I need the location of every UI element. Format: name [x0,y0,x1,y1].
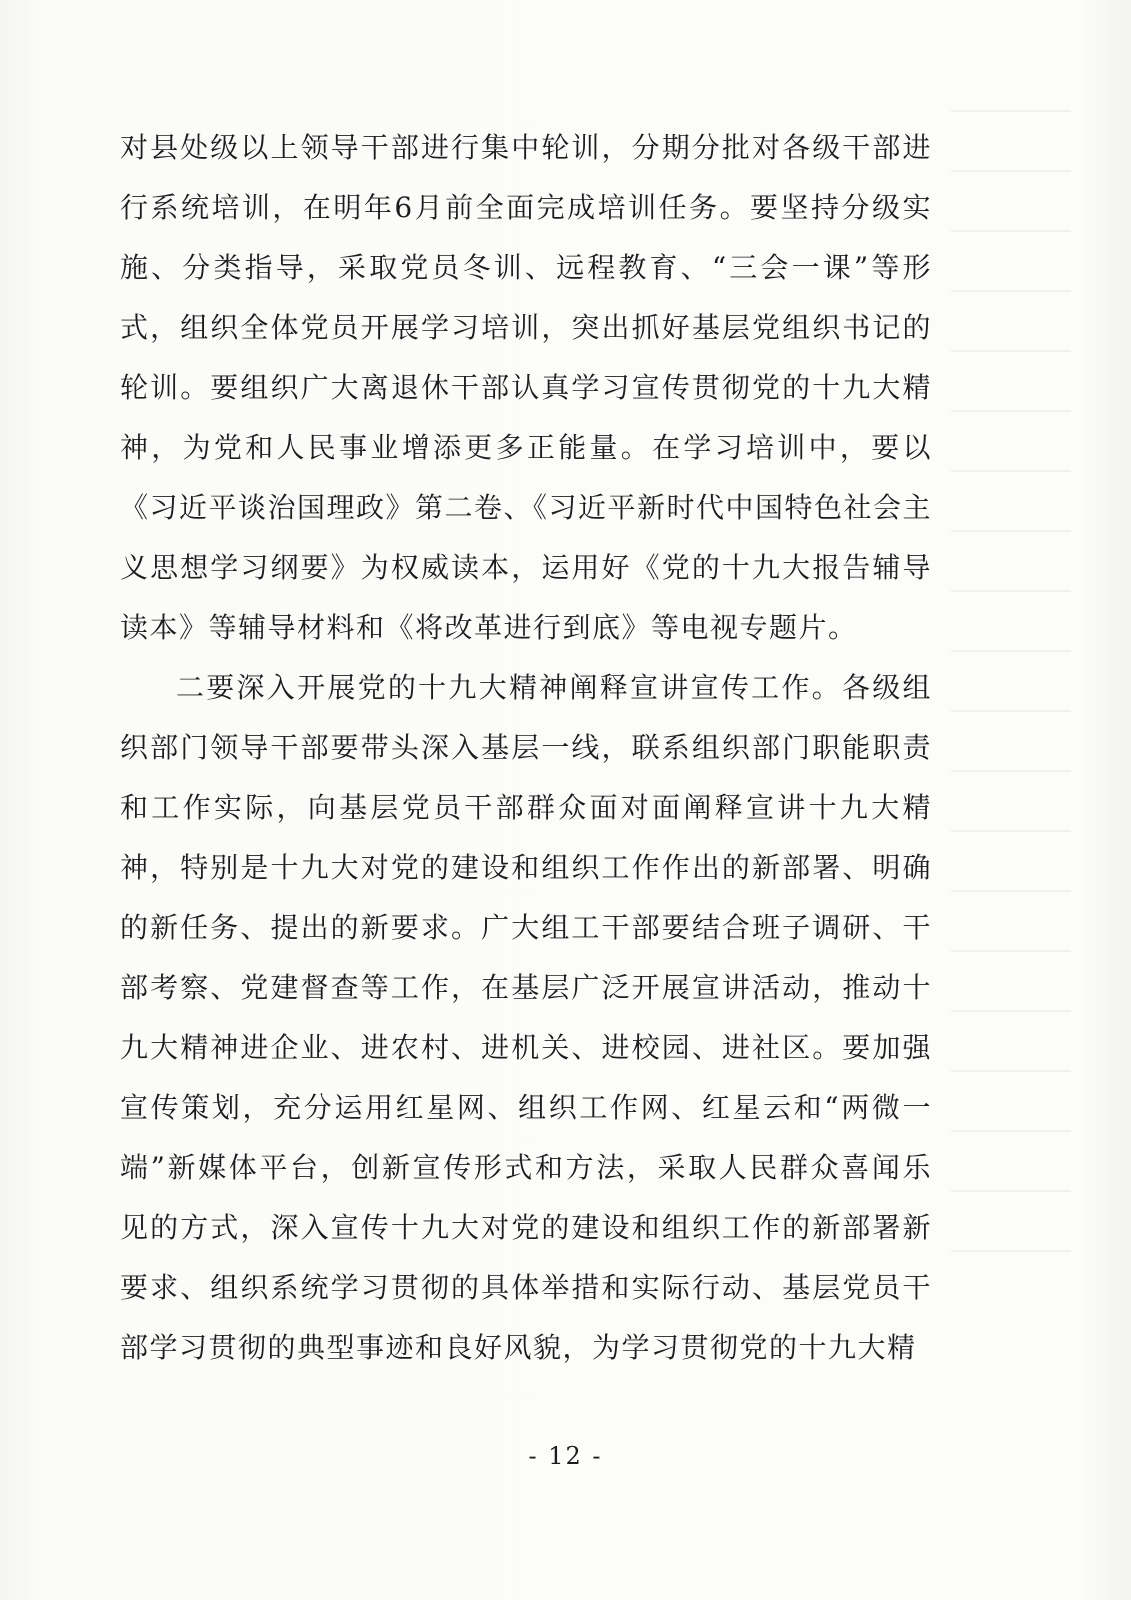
paragraph-second-point: 二要深入开展党的十九大精神阐释宣讲宣传工作。各级组织部门领导干部要带头深入基层一线，联系组织部门职能职责和工作实际，向基层党员干部群众面对面阐释宣讲十九大精神，特别是十九大对党的建设和组织工作作出的新部署、明确的新任务、提出的新要求。广大组工干部要结合班子调研、干部考察、党建督查等工作，在基层广泛开展宣讲活动，推动十九大精神进企业、进农村、进机关、进校园、进社区。要加强宣传策划，充分运用红星网、组织工作网、红星云和“两微一端”新媒体平台，创新宣传形式和方法，采取人民群众喜闻乐见的方式，深入宣传十九大对党的建设和组织工作的新部署新要求、组织系统学习贯彻的具体举措和实际行动、基层党员干部学习贯彻的典型事迹和良好风貌，为学习贯彻党的十九大精 [120,671,932,1364]
page-number: - 12 - [528,1442,603,1470]
body-text [120,118,932,1378]
paragraph-continuation: 对县处级以上领导干部进行集中轮训，分期分批对各级干部进行系统培训，在明年6月前全面完成培训任务。要坚持分级实施、分类指导，采取党员冬训、远程教育、“三会一课”等形式，组织全体党员开展学习培训，突出抓好基层党组织书记的轮训。要组织广大离退休干部认真学习宣传贯彻党的十九大精神，为党和人民事业增添更多正能量。在学习培训中，要以《习近平谈治国理政》第二卷、《习近平新时代中国特色社会主义思想学习纲要》为权威读本，运用好《党的十九大报告辅导读本》等辅导材料和《将改革进行到底》等电视专题片。 [120,131,933,644]
show-through-texture [951,110,1071,1310]
